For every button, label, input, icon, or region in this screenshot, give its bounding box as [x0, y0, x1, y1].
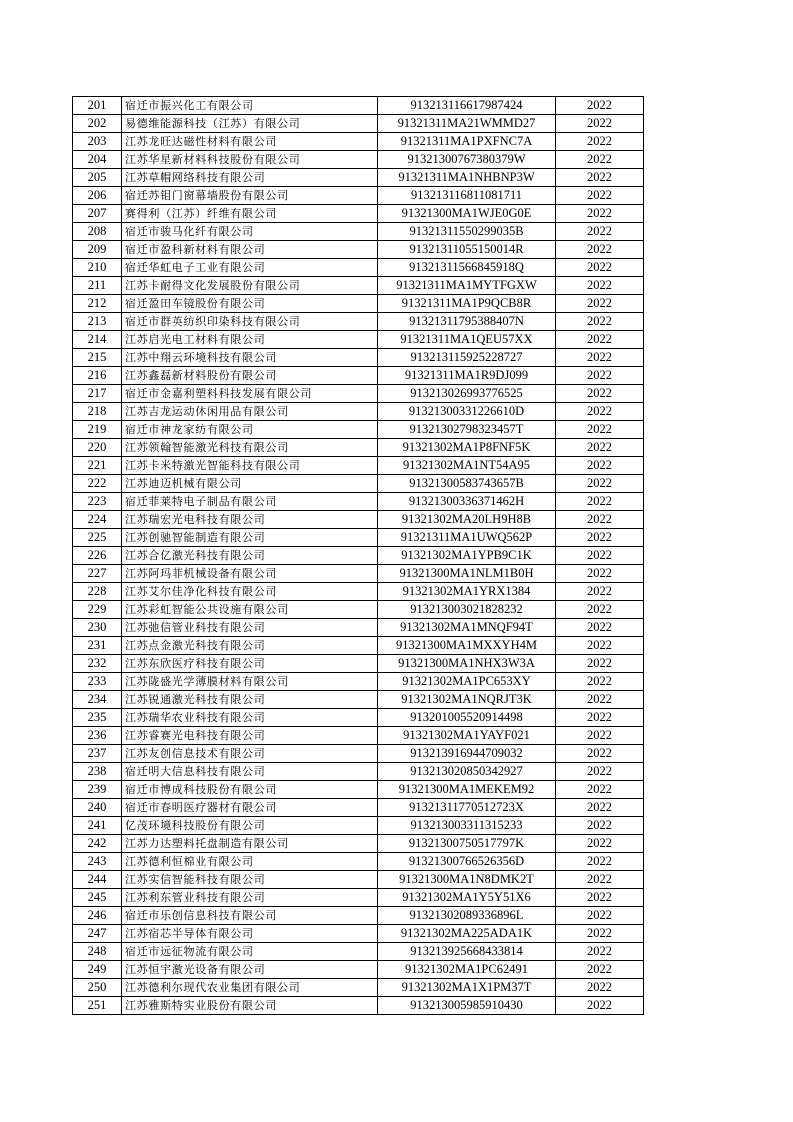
row-number: 245: [73, 889, 122, 907]
year: 2022: [556, 493, 644, 511]
year: 2022: [556, 781, 644, 799]
table-row: [73, 313, 644, 331]
year: 2022: [556, 511, 644, 529]
row-number: 233: [73, 673, 122, 691]
credit-code: 913213916944709032: [378, 745, 556, 763]
table-row: [73, 133, 644, 151]
table-row: [73, 169, 644, 187]
table-row: [73, 205, 644, 223]
credit-code: 91321300750517797K: [378, 835, 556, 853]
credit-code: 91321302089336896L: [378, 907, 556, 925]
row-number: 209: [73, 241, 122, 259]
table-row: [73, 349, 644, 367]
company-name: 江苏东欣医疗科技有限公司: [122, 655, 378, 673]
company-name: 江苏雅斯特实业股份有限公司: [122, 997, 378, 1015]
credit-code: 91321311MA1MYTFGXW: [378, 277, 556, 295]
table-row: [73, 475, 644, 493]
table-row: [73, 565, 644, 583]
credit-code: 91321302MA1P8FNF5K: [378, 439, 556, 457]
credit-code: 91321311055150014R: [378, 241, 556, 259]
year: 2022: [556, 151, 644, 169]
company-name: 江苏友创信息技术有限公司: [122, 745, 378, 763]
company-name: 江苏实信智能科技有限公司: [122, 871, 378, 889]
credit-code: 91321300MA1NLM1B0H: [378, 565, 556, 583]
table-row: [73, 367, 644, 385]
row-number: 242: [73, 835, 122, 853]
table-row: [73, 403, 644, 421]
credit-code: 91321300766526356D: [378, 853, 556, 871]
table-row: [73, 187, 644, 205]
year: 2022: [556, 547, 644, 565]
row-number: 239: [73, 781, 122, 799]
credit-code: 91321311550299035B: [378, 223, 556, 241]
row-number: 219: [73, 421, 122, 439]
credit-code: 91321311MA1R9DJ099: [378, 367, 556, 385]
table-row: [73, 979, 644, 997]
company-name: 江苏锐通激光科技有限公司: [122, 691, 378, 709]
table-row: [73, 727, 644, 745]
table-row: [73, 493, 644, 511]
year: 2022: [556, 331, 644, 349]
table-row: [73, 241, 644, 259]
row-number: 238: [73, 763, 122, 781]
credit-code: 91321300MA1MXXYH4M: [378, 637, 556, 655]
company-table: [72, 96, 644, 1015]
company-name: 宿迁市骏马化纤有限公司: [122, 223, 378, 241]
table-row: [73, 385, 644, 403]
year: 2022: [556, 997, 644, 1015]
year: 2022: [556, 205, 644, 223]
year: 2022: [556, 619, 644, 637]
year: 2022: [556, 223, 644, 241]
credit-code: 913213925668433814: [378, 943, 556, 961]
company-name: 赛得利（江苏）纤维有限公司: [122, 205, 378, 223]
credit-code: 91321302MA1YAYF021: [378, 727, 556, 745]
year: 2022: [556, 385, 644, 403]
table-row: [73, 511, 644, 529]
year: 2022: [556, 277, 644, 295]
company-name: 宿迁市博成科技股份有限公司: [122, 781, 378, 799]
credit-code: 91321311MA1UWQ562P: [378, 529, 556, 547]
credit-code: 91321302MA1Y5Y51X6: [378, 889, 556, 907]
company-name: 宿迁市乐创信息科技有限公司: [122, 907, 378, 925]
company-name: 江苏卡米特激光智能科技有限公司: [122, 457, 378, 475]
year: 2022: [556, 673, 644, 691]
table-row: [73, 853, 644, 871]
credit-code: 913213003311315233: [378, 817, 556, 835]
credit-code: 91321300MA1WJE0G0E: [378, 205, 556, 223]
credit-code: 913213026993776525: [378, 385, 556, 403]
year: 2022: [556, 367, 644, 385]
credit-code: 91321300336371462H: [378, 493, 556, 511]
row-number: 229: [73, 601, 122, 619]
year: 2022: [556, 259, 644, 277]
row-number: 222: [73, 475, 122, 493]
row-number: 243: [73, 853, 122, 871]
table-row: [73, 691, 644, 709]
table-row: [73, 997, 644, 1015]
row-number: 203: [73, 133, 122, 151]
company-name: 江苏龙旺达磁性材料有限公司: [122, 133, 378, 151]
table-row: [73, 763, 644, 781]
credit-code: 91321302MA1X1PM37T: [378, 979, 556, 997]
credit-code: 91321302MA1PC653XY: [378, 673, 556, 691]
year: 2022: [556, 457, 644, 475]
row-number: 221: [73, 457, 122, 475]
company-name: 江苏中翔云环境科技有限公司: [122, 349, 378, 367]
year: 2022: [556, 943, 644, 961]
credit-code: 91321300MA1N8DMK2T: [378, 871, 556, 889]
company-name: 宿迁市春明医疗器材有限公司: [122, 799, 378, 817]
year: 2022: [556, 97, 644, 115]
company-name: 宿迁市远征物流有限公司: [122, 943, 378, 961]
company-name: 江苏草帽网络科技有限公司: [122, 169, 378, 187]
row-number: 223: [73, 493, 122, 511]
table-row: [73, 583, 644, 601]
table-row: [73, 151, 644, 169]
company-name: 江苏华星新材料科技股份有限公司: [122, 151, 378, 169]
table-row: [73, 799, 644, 817]
row-number: 224: [73, 511, 122, 529]
row-number: 206: [73, 187, 122, 205]
year: 2022: [556, 115, 644, 133]
credit-code: 913213116617987424: [378, 97, 556, 115]
company-name: 江苏艾尔佳净化科技有限公司: [122, 583, 378, 601]
table-row: [73, 871, 644, 889]
company-name: 江苏卡耐得文化发展股份有限公司: [122, 277, 378, 295]
row-number: 208: [73, 223, 122, 241]
table-row: [73, 619, 644, 637]
credit-code: 913213115925228727: [378, 349, 556, 367]
row-number: 231: [73, 637, 122, 655]
year: 2022: [556, 961, 644, 979]
year: 2022: [556, 889, 644, 907]
credit-code: 913213003021828232: [378, 601, 556, 619]
row-number: 244: [73, 871, 122, 889]
credit-code: 913201005520914498: [378, 709, 556, 727]
credit-code: 91321302MA20LH9H8B: [378, 511, 556, 529]
company-name: 江苏领翰智能激光科技有限公司: [122, 439, 378, 457]
company-name: 宿迁明大信息科技有限公司: [122, 763, 378, 781]
row-number: 248: [73, 943, 122, 961]
year: 2022: [556, 421, 644, 439]
year: 2022: [556, 835, 644, 853]
company-name: 江苏宿芯半导体有限公司: [122, 925, 378, 943]
row-number: 201: [73, 97, 122, 115]
row-number: 235: [73, 709, 122, 727]
year: 2022: [556, 475, 644, 493]
company-name: 宿迁市神龙家纺有限公司: [122, 421, 378, 439]
table-row: [73, 601, 644, 619]
credit-code: 91321300767380379W: [378, 151, 556, 169]
credit-code: 91321300MA1NHX3W3A: [378, 655, 556, 673]
credit-code: 91321311795388407N: [378, 313, 556, 331]
table-row: [73, 709, 644, 727]
credit-code: 91321302MA1NQRJT3K: [378, 691, 556, 709]
company-name: 宿迁市振兴化工有限公司: [122, 97, 378, 115]
year: 2022: [556, 439, 644, 457]
row-number: 240: [73, 799, 122, 817]
credit-code: 91321311MA1NHBNP3W: [378, 169, 556, 187]
year: 2022: [556, 133, 644, 151]
company-name: 江苏德利恒棉业有限公司: [122, 853, 378, 871]
year: 2022: [556, 601, 644, 619]
row-number: 228: [73, 583, 122, 601]
credit-code: 91321302MA225ADA1K: [378, 925, 556, 943]
row-number: 249: [73, 961, 122, 979]
year: 2022: [556, 727, 644, 745]
table-row: [73, 277, 644, 295]
company-name: 江苏德利尔现代农业集团有限公司: [122, 979, 378, 997]
credit-code: 91321311MA1PXFNC7A: [378, 133, 556, 151]
table-row: [73, 745, 644, 763]
year: 2022: [556, 745, 644, 763]
company-name: 江苏力达塑料托盘制造有限公司: [122, 835, 378, 853]
row-number: 227: [73, 565, 122, 583]
year: 2022: [556, 709, 644, 727]
credit-code: 91321302798323457T: [378, 421, 556, 439]
row-number: 236: [73, 727, 122, 745]
row-number: 204: [73, 151, 122, 169]
year: 2022: [556, 313, 644, 331]
row-number: 226: [73, 547, 122, 565]
company-name: 宿迁市金嘉利塑料科技发展有限公司: [122, 385, 378, 403]
row-number: 251: [73, 997, 122, 1015]
table-row: [73, 673, 644, 691]
company-name: 江苏陇盛光学薄膜材料有限公司: [122, 673, 378, 691]
table-row: [73, 421, 644, 439]
credit-code: 91321302MA1NT54A95: [378, 457, 556, 475]
credit-code: 913213005985910430: [378, 997, 556, 1015]
year: 2022: [556, 637, 644, 655]
table-row: [73, 331, 644, 349]
company-name: 亿茂环境科技股份有限公司: [122, 817, 378, 835]
year: 2022: [556, 169, 644, 187]
credit-code: 91321311770512723X: [378, 799, 556, 817]
year: 2022: [556, 529, 644, 547]
credit-code: 913213116811081711: [378, 187, 556, 205]
row-number: 205: [73, 169, 122, 187]
year: 2022: [556, 853, 644, 871]
table-row: [73, 439, 644, 457]
company-name: 宿迁盈田车镜股份有限公司: [122, 295, 378, 313]
company-name: 易德维能源科技（江苏）有限公司: [122, 115, 378, 133]
table-row: [73, 457, 644, 475]
company-name: 宿迁菲莱特电子制品有限公司: [122, 493, 378, 511]
credit-code: 91321302MA1YPB9C1K: [378, 547, 556, 565]
table-row: [73, 781, 644, 799]
year: 2022: [556, 187, 644, 205]
row-number: 232: [73, 655, 122, 673]
credit-code: 91321311MA1P9QCB8R: [378, 295, 556, 313]
credit-code: 91321300MA1MEKEM92: [378, 781, 556, 799]
row-number: 246: [73, 907, 122, 925]
table-row: [73, 97, 644, 115]
company-name: 江苏利东管业科技有限公司: [122, 889, 378, 907]
company-name: 宿迁华虹电子工业有限公司: [122, 259, 378, 277]
row-number: 216: [73, 367, 122, 385]
table-row: [73, 889, 644, 907]
year: 2022: [556, 295, 644, 313]
company-name: 江苏迪迈机械有限公司: [122, 475, 378, 493]
year: 2022: [556, 907, 644, 925]
credit-code: 91321302MA1MNQF94T: [378, 619, 556, 637]
row-number: 207: [73, 205, 122, 223]
credit-code: 91321311566845918Q: [378, 259, 556, 277]
credit-code: 91321302MA1PC62491: [378, 961, 556, 979]
table-row: [73, 115, 644, 133]
credit-code: 91321300331226610D: [378, 403, 556, 421]
credit-code: 91321311MA1QEU57XX: [378, 331, 556, 349]
row-number: 220: [73, 439, 122, 457]
year: 2022: [556, 403, 644, 421]
table-row: [73, 223, 644, 241]
year: 2022: [556, 979, 644, 997]
year: 2022: [556, 925, 644, 943]
company-name: 江苏合亿激光科技有限公司: [122, 547, 378, 565]
year: 2022: [556, 655, 644, 673]
company-name: 江苏睿赛光电科技有限公司: [122, 727, 378, 745]
company-name: 江苏彩虹智能公共设施有限公司: [122, 601, 378, 619]
year: 2022: [556, 691, 644, 709]
year: 2022: [556, 763, 644, 781]
credit-code: 913213020850342927: [378, 763, 556, 781]
company-name: 江苏瑞宏光电科技有限公司: [122, 511, 378, 529]
company-name: 江苏鑫磊新材料股份有限公司: [122, 367, 378, 385]
credit-code: 91321302MA1YRX1384: [378, 583, 556, 601]
table-body: [73, 97, 644, 1015]
table-row: [73, 547, 644, 565]
row-number: 214: [73, 331, 122, 349]
table-row: [73, 637, 644, 655]
row-number: 230: [73, 619, 122, 637]
table-row: [73, 835, 644, 853]
row-number: 202: [73, 115, 122, 133]
table-row: [73, 817, 644, 835]
row-number: 225: [73, 529, 122, 547]
row-number: 241: [73, 817, 122, 835]
year: 2022: [556, 565, 644, 583]
table-row: [73, 961, 644, 979]
row-number: 234: [73, 691, 122, 709]
year: 2022: [556, 817, 644, 835]
company-name: 江苏吉龙运动休闲用品有限公司: [122, 403, 378, 421]
company-name: 江苏阿玛菲机械设备有限公司: [122, 565, 378, 583]
row-number: 250: [73, 979, 122, 997]
year: 2022: [556, 871, 644, 889]
credit-code: 91321311MA21WMMD27: [378, 115, 556, 133]
row-number: 218: [73, 403, 122, 421]
table-row: [73, 259, 644, 277]
row-number: 213: [73, 313, 122, 331]
table-row: [73, 529, 644, 547]
company-name: 江苏弛信管业科技有限公司: [122, 619, 378, 637]
company-name: 江苏瑞华农业科技有限公司: [122, 709, 378, 727]
company-name: 江苏启光电工材料有限公司: [122, 331, 378, 349]
company-name: 宿迁市群英纺织印染科技有限公司: [122, 313, 378, 331]
year: 2022: [556, 241, 644, 259]
row-number: 212: [73, 295, 122, 313]
table-row: [73, 925, 644, 943]
table-row: [73, 655, 644, 673]
company-name: 宿迁苏钼门窗幕墙股份有限公司: [122, 187, 378, 205]
row-number: 247: [73, 925, 122, 943]
table-row: [73, 943, 644, 961]
row-number: 211: [73, 277, 122, 295]
row-number: 215: [73, 349, 122, 367]
company-name: 江苏点金激光科技有限公司: [122, 637, 378, 655]
year: 2022: [556, 583, 644, 601]
company-name: 江苏恒宇激光设备有限公司: [122, 961, 378, 979]
year: 2022: [556, 799, 644, 817]
row-number: 210: [73, 259, 122, 277]
table-row: [73, 907, 644, 925]
company-name: 宿迁市盈科新材料有限公司: [122, 241, 378, 259]
company-name: 江苏创驰智能制造有限公司: [122, 529, 378, 547]
credit-code: 91321300583743657B: [378, 475, 556, 493]
year: 2022: [556, 349, 644, 367]
row-number: 217: [73, 385, 122, 403]
table-row: [73, 295, 644, 313]
row-number: 237: [73, 745, 122, 763]
